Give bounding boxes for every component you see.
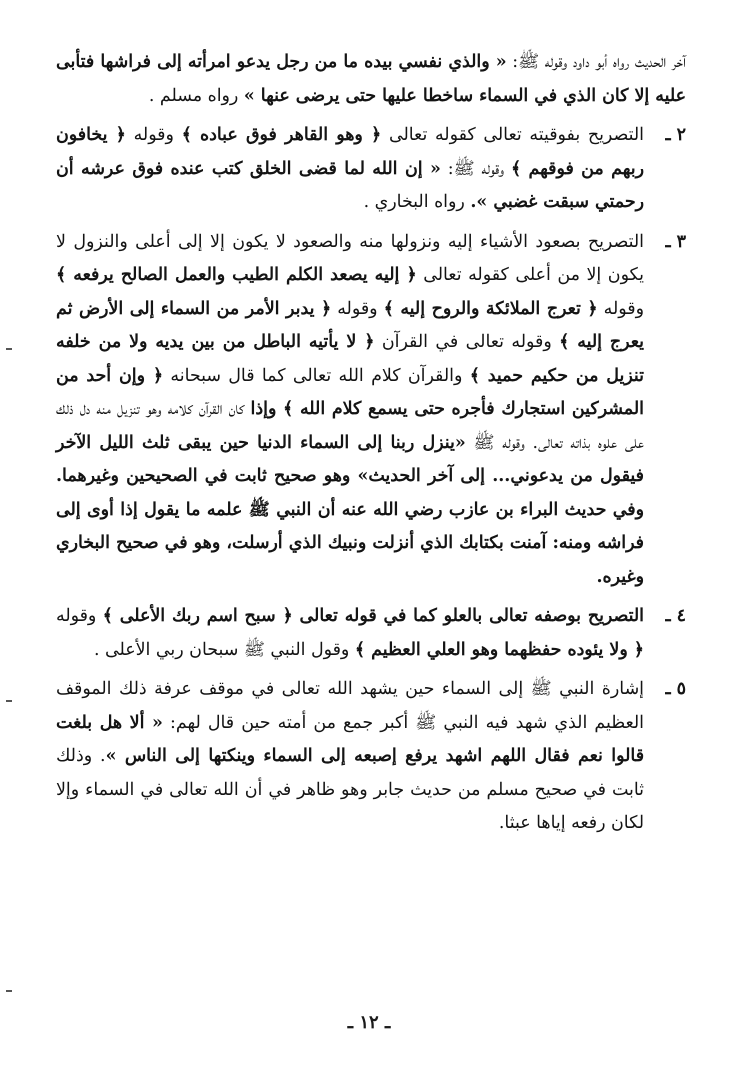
quran-quote: ﴿ تعرج الملائكة والروح إليه ﴾ xyxy=(383,298,598,319)
text: وقول النبي ﷺ سبحان ربي الأعلى . xyxy=(93,639,355,660)
quran-quote: ﴿ لا يأتيه الباطل من بين يديه ولا من خلفه تنزيل من حكيم حميد ﴾ xyxy=(56,332,645,386)
hadith-quote: « إن الله لما قضى الخلق كتب عنده فوق عرشه أن رحمتي سبقت غضبي ». xyxy=(56,158,644,212)
text: وقوله xyxy=(331,298,384,319)
text-source: رواه البخاري . xyxy=(363,192,471,212)
margin-mark xyxy=(6,990,12,992)
text: وقوله ﷺ: xyxy=(440,158,511,179)
hadith-quote: «ينزل ربنا إلى السماء الدنيا حين يبقى ثلث الليل الآخر فيقول من يدعوني... إلى آخر الحديث» وهو صحيح ثابت في الصحيحين وغيرهما. وفي حديث البراء بن عازب رضي الله عنه أن النبي ﷺ علمه ما يقول إذا أوى إلى فراشه ومنه: آمنت بكتابك الذي أنزلت ونبيك الذي أرسلت، وهو في صحيح البخاري وغيره. xyxy=(56,432,644,587)
text-source: رواه مسلم . xyxy=(148,85,244,106)
list-item-2 xyxy=(56,119,686,220)
quran-quote: ﴿ يخافون ربهم من فوقهم ﴾ xyxy=(56,125,644,179)
text: التصريح بفوقيته تعالى كقوله تعالى xyxy=(381,125,644,145)
text-intro: آخر الحديث رواه أبو داود وقوله ﷺ: xyxy=(506,52,686,72)
margin-mark xyxy=(6,348,12,350)
text: وقوله xyxy=(125,125,182,145)
hadith-quote: « والذي نفسي بيده ما من رجل يدعو امرأته إلى فراشها فتأبى عليه إلا كان الذي في السماء ساخطا عليها حتى يرضى عنها » xyxy=(56,52,686,106)
item-number: ٥ ـ xyxy=(665,679,686,699)
hadith-quote: « ألا هل بلغت قالوا نعم فقال اللهم اشهد يرفع إصبعه إلى السماء وينكتها إلى الناس » xyxy=(56,712,645,766)
page-number: ـ ١٢ ـ xyxy=(347,1012,391,1033)
quran-quote: ﴿ وإن أحد من المشركين استجارك فأجره حتى يسمع كلام الله ﴾ وإذا xyxy=(56,365,644,419)
text: إشارة النبي ﷺ إلى السماء حين يشهد الله تعالى في موقف عرفة ذلك الموقف العظيم الذي شهد فيه النبي ﷺ أكبر جمع من أمته حين قال لهم: xyxy=(56,679,645,733)
text: وقوله xyxy=(56,606,103,626)
text: وقوله xyxy=(597,298,644,319)
list-item-5 xyxy=(56,673,686,841)
text: والقرآن كلام الله تعالى كما قال سبحانه xyxy=(163,365,470,386)
text: كان القرآن كلامه وهو تنزيل منه دل ذلك على علوه بذاته تعالى. وقوله ﷺ xyxy=(56,399,644,453)
quran-quote: ﴿ وهو القاهر فوق عباده ﴾ xyxy=(181,125,382,145)
quran-quote: التصريح بوصفه تعالى بالعلو كما في قوله تعالى ﴿ سبح اسم ربك الأعلى ﴾ xyxy=(102,606,644,626)
quran-quote: ﴿ ولا يئوده حفظهما وهو العلي العظيم ﴾ xyxy=(354,639,644,660)
paragraph-continuation xyxy=(56,46,686,113)
list-item-3 xyxy=(56,226,686,595)
text: وقوله تعالى في القرآن xyxy=(374,332,560,352)
quran-quote: ﴿ إليه يصعد الكلم الطيب والعمل الصالح يرفعه ﴾ xyxy=(56,265,417,285)
text: . وذلك ثابت في صحيح مسلم من حديث جابر وهو ظاهر في أن الله تعالى في السماء وإلا لكان رفعه إياها عبثا. xyxy=(56,746,644,833)
page-body xyxy=(56,46,686,847)
item-number: ٣ ـ xyxy=(665,231,686,252)
quran-quote: ﴿ يدبر الأمر من السماء إلى الأرض ثم يعرج إليه ﴾ xyxy=(56,298,644,352)
list-item-4 xyxy=(56,600,686,667)
item-number: ٤ ـ xyxy=(665,606,686,626)
text: التصريح بصعود الأشياء إليه ونزولها منه والصعود لا يكون إلا إلى أعلى والنزول لا يكون إلا من أعلى كقوله تعالى xyxy=(56,231,644,285)
item-number: ٢ ـ xyxy=(665,125,686,145)
margin-mark xyxy=(6,700,12,702)
